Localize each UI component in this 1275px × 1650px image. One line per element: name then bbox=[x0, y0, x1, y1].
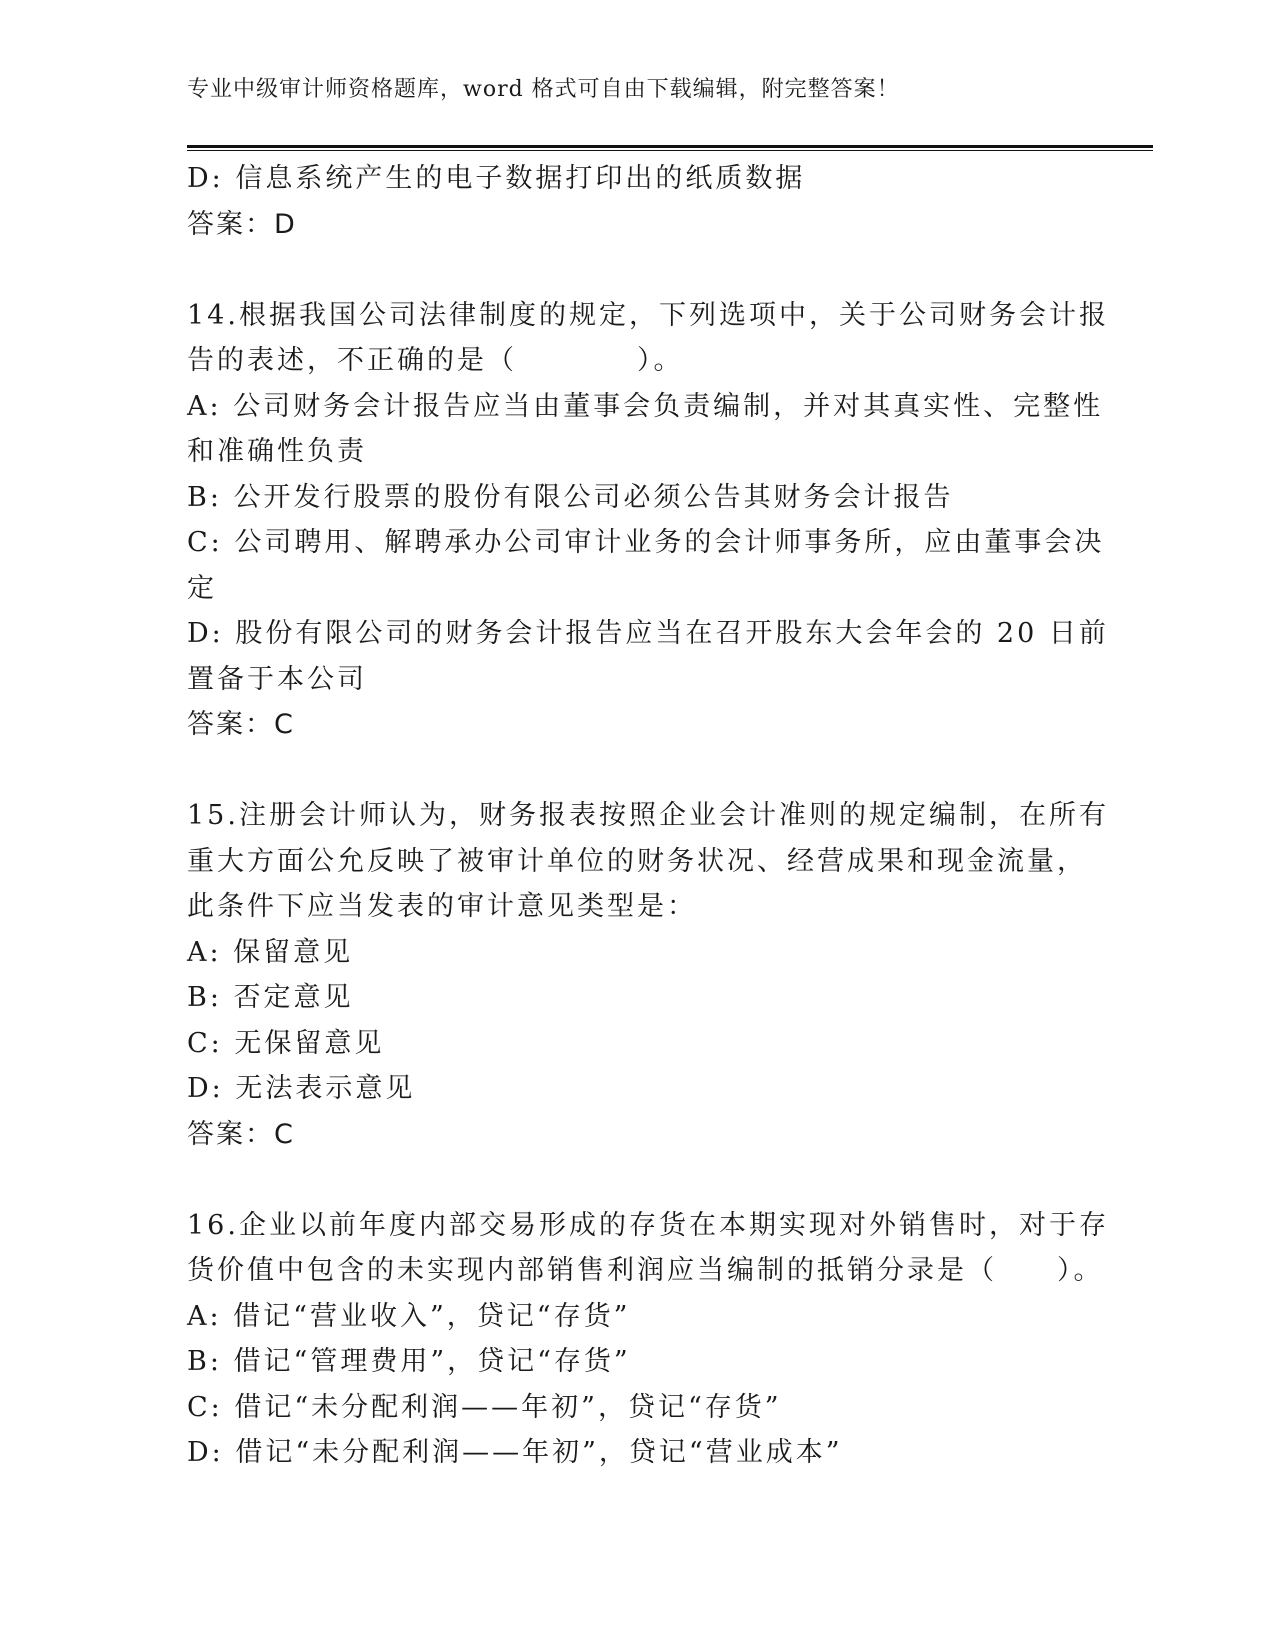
question-line: 15.注册会计师认为，财务报表按照企业会计准则的规定编制，在所有 bbox=[187, 800, 1109, 831]
question-line: 14.根据我国公司法律制度的规定，下列选项中，关于公司财务会计报 bbox=[187, 299, 1109, 331]
question-line: C: 借记“未分配利润——年初”，贷记“存货” bbox=[187, 1391, 782, 1423]
question-line: 货价值中包含的未实现内部销售利润应当编制的抵销分录是（ ）。 bbox=[187, 1255, 1104, 1286]
question-line: C: 无保留意见 bbox=[187, 1027, 385, 1059]
answer-line: 答案：C bbox=[187, 1118, 295, 1150]
question-line: A: 公司财务会计报告应当由董事会负责编制，并对其真实性、完整性 bbox=[187, 390, 1104, 422]
question-block bbox=[187, 793, 1109, 1157]
question-line: D: 股份有限公司的财务会计报告应当在召开股东大会年会的 20 日前 bbox=[187, 618, 1109, 649]
question-line: 此条件下应当发表的审计意见类型是： bbox=[187, 891, 697, 922]
answer-line: 答案：C bbox=[187, 709, 295, 740]
question-line: D: 信息系统产生的电子数据打印出的纸质数据 bbox=[187, 163, 806, 194]
question-line: A: 保留意见 bbox=[187, 936, 354, 968]
block-spacer bbox=[187, 247, 1087, 293]
question-line: 定 bbox=[187, 572, 217, 604]
block-spacer bbox=[187, 748, 1087, 794]
question-block bbox=[187, 1203, 1109, 1476]
question-line: D: 无法表示意见 bbox=[187, 1073, 416, 1104]
header-divider-thin bbox=[187, 150, 1153, 151]
header-divider bbox=[187, 145, 1153, 152]
question-line: C: 公司聘用、解聘承办公司审计业务的会计师事务所，应由董事会决 bbox=[187, 527, 1105, 558]
question-line: B: 公开发行股票的股份有限公司必须公告其财务会计报告 bbox=[187, 481, 954, 513]
question-line: 置备于本公司 bbox=[187, 663, 367, 695]
header-divider-thick bbox=[187, 145, 1153, 148]
question-content bbox=[187, 156, 1109, 1476]
question-line: 和准确性负责 bbox=[187, 436, 367, 467]
question-line: 重大方面公允反映了被审计单位的财务状况、经营成果和现金流量， bbox=[187, 845, 1087, 877]
page-header-text: 专业中级审计师资格题库，word 格式可自由下载编辑，附完整答案！ bbox=[187, 77, 900, 102]
question-line: B: 否定意见 bbox=[187, 982, 354, 1013]
question-line: A: 借记“营业收入”，贷记“存货” bbox=[187, 1300, 631, 1332]
question-line: B: 借记“管理费用”，贷记“存货” bbox=[187, 1346, 631, 1377]
question-line: D: 借记“未分配利润——年初”，贷记“营业成本” bbox=[187, 1437, 843, 1468]
question-line: 16.企业以前年度内部交易形成的存货在本期实现对外销售时，对于存 bbox=[187, 1209, 1109, 1241]
question-block bbox=[187, 293, 1109, 748]
block-spacer bbox=[187, 1157, 1087, 1203]
answer-line: 答案：D bbox=[187, 208, 297, 240]
question-line: 告的表述，不正确的是（ ）。 bbox=[187, 345, 684, 376]
question-block bbox=[187, 156, 1087, 247]
